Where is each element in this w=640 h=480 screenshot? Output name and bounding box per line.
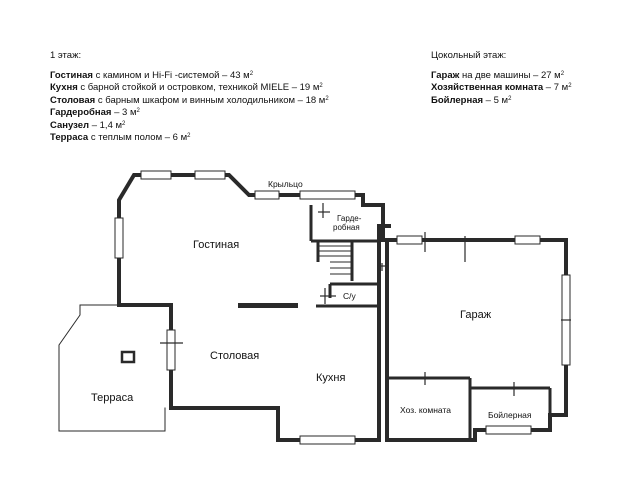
label-bathroom: С/у: [343, 291, 356, 301]
legend-room-desc: с барным шкафом и винным холодильником – 18 м: [95, 94, 326, 106]
label-living: Гостиная: [193, 239, 240, 251]
window: [300, 436, 355, 444]
window: [397, 236, 422, 244]
legend-unit-sup: 2: [249, 70, 254, 77]
window: [167, 330, 175, 370]
legend-room-desc: – 1,4 м: [89, 119, 123, 131]
kitchen-island-marker: [122, 352, 134, 362]
legend-unit-sup: 2: [136, 108, 140, 114]
legend-basement-header: Цокольный этаж:: [431, 50, 507, 61]
legend-room-name: Гостиная: [50, 69, 93, 81]
legend-room-desc: – 7 м: [543, 82, 569, 93]
legend-room-desc: с барной стойкой и островком, техникой MIELE – 19 м: [77, 82, 320, 93]
label-wardrobe-line1: Гарде-: [337, 214, 362, 223]
legend-room-name: Гардеробная: [50, 107, 112, 118]
legend-room-name: Санузел: [50, 119, 90, 131]
window: [300, 191, 355, 199]
door-ticks: [160, 203, 571, 396]
legend-unit-sup: 2: [560, 70, 565, 77]
window: [255, 191, 279, 199]
dining-bar-marker: [238, 303, 298, 308]
exterior-wall: [119, 226, 379, 440]
legend-unit-sup: 2: [568, 83, 572, 89]
label-terrace: Терраса: [91, 392, 134, 404]
window: [515, 236, 540, 244]
label-garage: Гараж: [460, 309, 492, 321]
window: [141, 171, 171, 179]
legend-room-name: Гараж: [431, 69, 460, 81]
stairs: [318, 246, 352, 274]
window: [486, 426, 531, 434]
legend-room-desc: – 5 м: [483, 94, 509, 106]
legend-unit-sup: 2: [122, 120, 126, 127]
legend-room-name: Кухня: [50, 82, 78, 93]
label-kitchen: Кухня: [316, 372, 346, 384]
window: [195, 171, 225, 179]
legend-room-name: Хозяйственная комната: [431, 82, 544, 93]
legend-unit-sup: 2: [508, 95, 512, 102]
label-porch: Крыльцо: [268, 179, 303, 189]
legend-room-desc: с камином и Hi-Fi -системой – 43 м: [92, 69, 250, 81]
legend-unit-sup: 2: [325, 95, 329, 102]
legend-first-floor-header: 1 этаж:: [50, 50, 82, 61]
legend-unit-sup: 2: [187, 133, 191, 139]
legend-room-desc: с теплым полом – 6 м: [88, 132, 188, 143]
legend-room-name: Терраса: [50, 132, 89, 143]
legend-room-name: Столовая: [50, 94, 96, 106]
legend-room-desc: – 3 м: [111, 107, 137, 118]
legend-room-name: Бойлерная: [431, 94, 484, 106]
label-boiler: Бойлерная: [488, 410, 532, 420]
window: [115, 218, 123, 258]
label-wardrobe-line2: робная: [333, 223, 360, 232]
label-utility: Хоз. комната: [400, 405, 451, 415]
legend-unit-sup: 2: [319, 83, 323, 89]
terrace-outline: [59, 305, 165, 431]
label-dining: Столовая: [210, 350, 260, 362]
legend-room-desc: на две машины – 27 м: [459, 69, 561, 81]
